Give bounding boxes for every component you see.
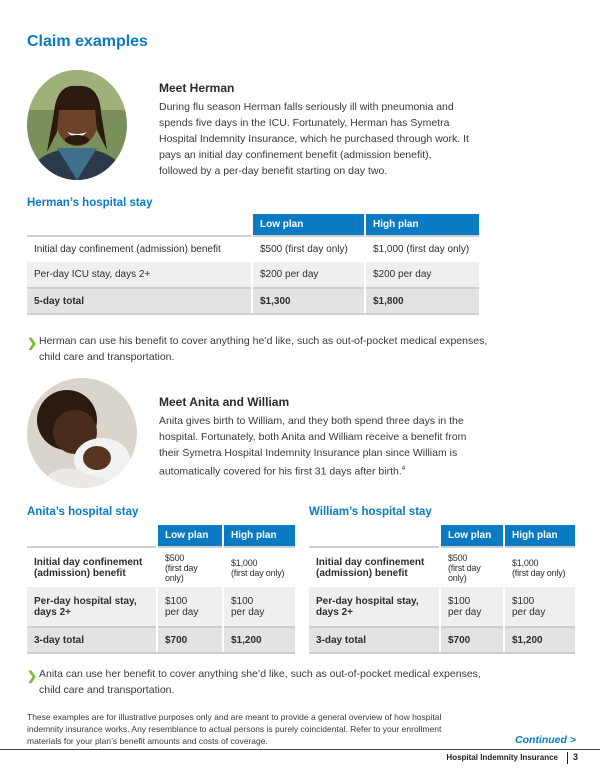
anita-table-title: Anita’s hospital stay: [27, 506, 139, 518]
low-plan-value: $200 per day: [252, 262, 365, 288]
herman-photo: [27, 70, 127, 180]
row-label-line: (admission) benefit: [34, 567, 126, 579]
low-plan-value: [440, 547, 504, 587]
total-label: 3-day total: [309, 627, 440, 653]
herman-callout: [27, 333, 497, 365]
herman-callout-text: Herman can use his benefit to cover anything he’d like, such as out-of-pocket medical expenses, child care and transportation.: [39, 335, 488, 363]
chevron-right-icon: ❯: [27, 336, 38, 350]
table-header-blank: [27, 214, 252, 236]
column-header-low-plan: Low plan: [252, 214, 365, 236]
table-row: [27, 262, 479, 288]
column-header-low-plan: Low plan: [440, 525, 504, 547]
table-row: [309, 587, 575, 627]
page-title: Claim examples: [27, 33, 148, 50]
row-label: Per-day ICU stay, days 2+: [27, 262, 252, 288]
high-plan-value: $200 per day: [365, 262, 479, 288]
high-plan-value: [223, 547, 295, 587]
total-label: 5-day total: [27, 288, 252, 314]
total-row: [27, 288, 479, 314]
herman-table-title: Herman’s hospital stay: [27, 197, 153, 209]
low-plan-value: [440, 587, 504, 627]
table-row: [27, 236, 479, 262]
total-row: [27, 627, 295, 653]
herman-stay-table: [27, 214, 479, 315]
value-line: per day: [231, 606, 265, 618]
row-label-line: Per-day hospital stay,: [34, 595, 137, 607]
footer-separator: [567, 752, 568, 764]
row-label: [27, 587, 157, 627]
chevron-right-icon: ❯: [27, 669, 38, 683]
row-label: Initial day confinement (admission) benefit: [27, 236, 252, 262]
table-row: [27, 587, 295, 627]
value-line: $100: [165, 595, 188, 607]
value-line: per day: [448, 606, 482, 618]
anita-callout: [27, 666, 497, 698]
row-label-line: (admission) benefit: [316, 567, 408, 579]
value-line: $500: [165, 552, 185, 563]
footer-label: Hospital Indemnity Insurance: [446, 753, 558, 762]
value-line: per day: [165, 606, 199, 618]
value-line: per day: [512, 606, 546, 618]
value-line: $1,000: [512, 557, 539, 568]
row-label: [309, 547, 440, 587]
row-label-line: days 2+: [316, 606, 353, 618]
table-row: [309, 547, 575, 587]
column-header-low-plan: Low plan: [157, 525, 223, 547]
footnote-marker: 4: [401, 466, 406, 472]
low-plan-total: $1,300: [252, 288, 365, 314]
high-plan-value: [504, 587, 575, 627]
value-line: $100: [231, 595, 254, 607]
anita-heading: Meet Anita and William: [159, 395, 290, 409]
page-number: 3: [572, 752, 578, 762]
anita-stay-table: [27, 525, 295, 654]
row-label-line: Initial day confinement: [316, 556, 425, 568]
column-header-high-plan: High plan: [223, 525, 295, 547]
low-plan-value: [157, 587, 223, 627]
table-row: [27, 547, 295, 587]
disclaimer: These examples are for illustrative purposes only and are meant to provide a general overview of how hospital indemnity insurance works. Any resemblance to actual persons is purely coincidental. Refer to your enrollment materials for your plan’s benefit amounts and costs of coverage.: [27, 712, 442, 746]
row-label: [27, 547, 157, 587]
herman-heading: Meet Herman: [159, 81, 235, 95]
high-plan-total: $1,200: [223, 627, 295, 653]
anita-description-text: Anita gives birth to William, and they both spend three days in the hospital. Fortunately, both Anita and William receive a benefit from their Symetra Hospital Indemnity Insurance plan since William is automatically covered for his first 31 days after birth.: [159, 415, 467, 478]
low-plan-total: $700: [440, 627, 504, 653]
row-label-line: Initial day confinement: [34, 556, 143, 568]
value-line: $100: [448, 595, 471, 607]
value-line: $500: [448, 552, 468, 563]
low-plan-total: $700: [157, 627, 223, 653]
high-plan-value: [504, 547, 575, 587]
column-header-high-plan: High plan: [365, 214, 479, 236]
high-plan-total: $1,200: [504, 627, 575, 653]
anita-photo: [27, 378, 137, 488]
continued-link[interactable]: Continued >: [515, 734, 576, 746]
low-plan-value: $500 (first day only): [252, 236, 365, 262]
footer-divider: [0, 749, 600, 750]
row-label-line: Per-day hospital stay,: [316, 595, 419, 607]
value-line: $100: [512, 595, 535, 607]
total-label: 3-day total: [27, 627, 157, 653]
value-line: (first day only): [165, 562, 198, 583]
low-plan-value: [157, 547, 223, 587]
herman-description: During flu season Herman falls seriously ill with pneumonia and spends five days in the ICU. Fortunately, Herman has Symetra Hospital Indemnity Insurance, which he purchased through work. It pays an initial day confinement benefit (admission benefit), followed by a per-day benefit starting on day two.: [159, 101, 469, 177]
value-line: (first day only): [512, 567, 566, 578]
value-line: (first day only): [448, 562, 481, 583]
william-table-title: William’s hospital stay: [309, 506, 432, 518]
high-plan-value: $1,000 (first day only): [365, 236, 479, 262]
total-row: [309, 627, 575, 653]
row-label-line: days 2+: [34, 606, 71, 618]
high-plan-value: [223, 587, 295, 627]
table-header-blank: [27, 525, 157, 547]
anita-description: [159, 413, 469, 480]
high-plan-total: $1,800: [365, 288, 479, 314]
william-stay-table: [309, 525, 575, 654]
column-header-high-plan: High plan: [504, 525, 575, 547]
anita-callout-text: Anita can use her benefit to cover anything she’d like, such as out-of-pocket medical expenses, child care and transportation.: [39, 668, 481, 696]
value-line: $1,000: [231, 557, 258, 568]
value-line: (first day only): [231, 567, 285, 578]
row-label: [309, 587, 440, 627]
table-header-blank: [309, 525, 440, 547]
